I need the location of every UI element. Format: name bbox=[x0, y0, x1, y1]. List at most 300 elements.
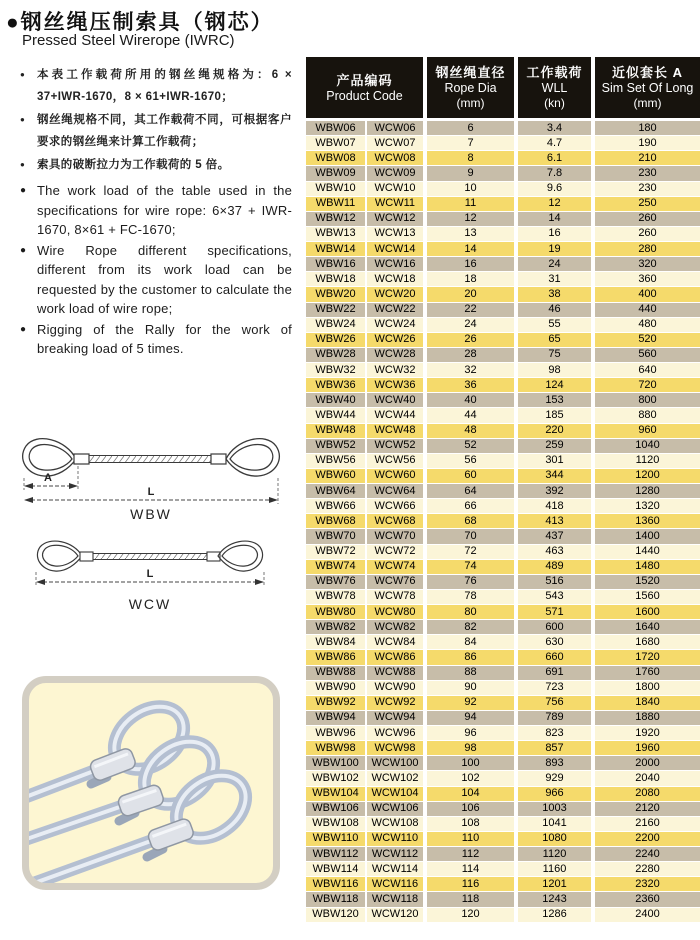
cell-rope-dia: 94 bbox=[423, 711, 514, 726]
cell-wll: 691 bbox=[514, 666, 591, 681]
cell-wbw-code: WBW110 bbox=[306, 832, 365, 847]
table-row bbox=[306, 182, 700, 197]
cell-wcw-code: WCW24 bbox=[365, 318, 423, 333]
cell-rope-dia: 7 bbox=[423, 136, 514, 151]
header-wll-cn: 工作载荷 bbox=[526, 65, 583, 80]
cell-wcw-code: WCW98 bbox=[365, 741, 423, 756]
cell-wll: 185 bbox=[514, 408, 591, 423]
cell-wll: 418 bbox=[514, 499, 591, 514]
cell-wll: 1120 bbox=[514, 847, 591, 862]
cell-wbw-code: WBW96 bbox=[306, 726, 365, 741]
left-ferrule bbox=[74, 454, 89, 464]
rope-body bbox=[89, 456, 211, 463]
cell-length: 260 bbox=[591, 212, 700, 227]
cell-wll: 7.8 bbox=[514, 166, 591, 181]
table-row bbox=[306, 257, 700, 272]
cell-wbw-code: WBW90 bbox=[306, 681, 365, 696]
wbw-diagram-label: WBW bbox=[130, 506, 172, 522]
cell-wcw-code: WCW56 bbox=[365, 454, 423, 469]
note-text: 索具的破断拉力为工作载荷的 5 倍。 bbox=[37, 159, 230, 171]
cell-length: 520 bbox=[591, 333, 700, 348]
cell-rope-dia: 40 bbox=[423, 393, 514, 408]
note-text: 本表工作载荷所用的钢丝绳规格为：6 × 37+IWR-1670，8 × 61+IWR-1670； bbox=[37, 69, 292, 103]
cell-wbw-code: WBW92 bbox=[306, 696, 365, 711]
table-row bbox=[306, 847, 700, 862]
header-product-code-en: Product Code bbox=[326, 88, 403, 103]
cell-wll: 630 bbox=[514, 635, 591, 650]
cell-length: 1760 bbox=[591, 666, 700, 681]
cell-wcw-code: WCW10 bbox=[365, 182, 423, 197]
cell-wbw-code: WBW09 bbox=[306, 166, 365, 181]
table-row bbox=[306, 151, 700, 166]
cell-wbw-code: WBW82 bbox=[306, 620, 365, 635]
cell-wcw-code: WCW106 bbox=[365, 802, 423, 817]
spec-table bbox=[306, 57, 700, 923]
table-body bbox=[306, 121, 700, 923]
cell-length: 1200 bbox=[591, 469, 700, 484]
table-row bbox=[306, 227, 700, 242]
cell-wcw-code: WCW32 bbox=[365, 363, 423, 378]
table-row bbox=[306, 303, 700, 318]
cell-rope-dia: 48 bbox=[423, 424, 514, 439]
dim-l-label: L bbox=[146, 568, 154, 580]
cell-wbw-code: WBW10 bbox=[306, 182, 365, 197]
table-row bbox=[306, 318, 700, 333]
cell-wbw-code: WBW106 bbox=[306, 802, 365, 817]
table-row bbox=[306, 726, 700, 741]
cell-rope-dia: 110 bbox=[423, 832, 514, 847]
note-item-cn bbox=[20, 154, 292, 176]
cell-wcw-code: WCW66 bbox=[365, 499, 423, 514]
cell-rope-dia: 108 bbox=[423, 817, 514, 832]
cell-rope-dia: 8 bbox=[423, 151, 514, 166]
cell-length: 2320 bbox=[591, 877, 700, 892]
cell-length: 2280 bbox=[591, 862, 700, 877]
table-row bbox=[306, 696, 700, 711]
header-product-code-cn: 产品编码 bbox=[336, 72, 393, 88]
table-row bbox=[306, 439, 700, 454]
header-wll bbox=[514, 57, 591, 121]
table-row bbox=[306, 560, 700, 575]
cell-wbw-code: WBW88 bbox=[306, 666, 365, 681]
table-row bbox=[306, 771, 700, 786]
cell-length: 280 bbox=[591, 242, 700, 257]
cell-wcw-code: WCW118 bbox=[365, 892, 423, 907]
right-eye-loop bbox=[226, 439, 279, 476]
cell-wbw-code: WBW118 bbox=[306, 892, 365, 907]
wcw-diagram-label: WCW bbox=[128, 596, 172, 612]
cell-rope-dia: 44 bbox=[423, 408, 514, 423]
cell-wbw-code: WBW20 bbox=[306, 287, 365, 302]
cell-wbw-code: WBW120 bbox=[306, 908, 365, 923]
cell-wll: 75 bbox=[514, 348, 591, 363]
note-item-cn bbox=[20, 64, 292, 108]
note-item-cn bbox=[20, 109, 292, 153]
table-row bbox=[306, 635, 700, 650]
cell-rope-dia: 13 bbox=[423, 227, 514, 242]
cell-rope-dia: 6 bbox=[423, 121, 514, 136]
wire-rope-slings-image bbox=[29, 683, 273, 883]
table-row bbox=[306, 575, 700, 590]
table-header bbox=[306, 57, 700, 121]
cell-rope-dia: 120 bbox=[423, 908, 514, 923]
cell-length: 1400 bbox=[591, 529, 700, 544]
cell-wbw-code: WBW94 bbox=[306, 711, 365, 726]
cell-wbw-code: WBW52 bbox=[306, 439, 365, 454]
cell-wll: 9.6 bbox=[514, 182, 591, 197]
cell-wll: 124 bbox=[514, 378, 591, 393]
table-row bbox=[306, 166, 700, 181]
cell-wcw-code: WCW07 bbox=[365, 136, 423, 151]
cell-wbw-code: WBW86 bbox=[306, 650, 365, 665]
cell-wll: 46 bbox=[514, 303, 591, 318]
cell-wll: 966 bbox=[514, 787, 591, 802]
cell-rope-dia: 84 bbox=[423, 635, 514, 650]
table-row bbox=[306, 514, 700, 529]
cell-wll: 24 bbox=[514, 257, 591, 272]
cell-wll: 344 bbox=[514, 469, 591, 484]
cell-length: 480 bbox=[591, 318, 700, 333]
cell-wcw-code: WCW52 bbox=[365, 439, 423, 454]
cell-wll: 823 bbox=[514, 726, 591, 741]
cell-rope-dia: 116 bbox=[423, 877, 514, 892]
table-row bbox=[306, 469, 700, 484]
cell-wbw-code: WBW80 bbox=[306, 605, 365, 620]
cell-wll: 14 bbox=[514, 212, 591, 227]
cell-rope-dia: 96 bbox=[423, 726, 514, 741]
cell-rope-dia: 24 bbox=[423, 318, 514, 333]
table-row bbox=[306, 529, 700, 544]
cell-wcw-code: WCW06 bbox=[365, 121, 423, 136]
cell-rope-dia: 10 bbox=[423, 182, 514, 197]
note-text: Rigging of the Rally for the work of breaking load of 5 times. bbox=[37, 321, 292, 356]
cell-wll: 301 bbox=[514, 454, 591, 469]
cell-wll: 38 bbox=[514, 287, 591, 302]
cell-wcw-code: WCW80 bbox=[365, 605, 423, 620]
cell-wcw-code: WCW104 bbox=[365, 787, 423, 802]
left-ferrule bbox=[80, 552, 93, 561]
table-row bbox=[306, 287, 700, 302]
cell-rope-dia: 86 bbox=[423, 650, 514, 665]
cell-wcw-code: WCW100 bbox=[365, 756, 423, 771]
cell-wll: 4.7 bbox=[514, 136, 591, 151]
cell-wbw-code: WBW13 bbox=[306, 227, 365, 242]
cell-length: 800 bbox=[591, 393, 700, 408]
cell-rope-dia: 32 bbox=[423, 363, 514, 378]
table-row bbox=[306, 378, 700, 393]
cell-wbw-code: WBW28 bbox=[306, 348, 365, 363]
cell-length: 1840 bbox=[591, 696, 700, 711]
cell-length: 250 bbox=[591, 197, 700, 212]
header-length-unit: (mm) bbox=[633, 96, 662, 110]
cell-wbw-code: WBW108 bbox=[306, 817, 365, 832]
cell-length: 1520 bbox=[591, 575, 700, 590]
cell-wbw-code: WBW116 bbox=[306, 877, 365, 892]
cell-length: 1920 bbox=[591, 726, 700, 741]
cell-wcw-code: WCW120 bbox=[365, 908, 423, 923]
cell-wcw-code: WCW44 bbox=[365, 408, 423, 423]
cell-length: 2000 bbox=[591, 756, 700, 771]
cell-length: 360 bbox=[591, 272, 700, 287]
cell-length: 2200 bbox=[591, 832, 700, 847]
cell-rope-dia: 92 bbox=[423, 696, 514, 711]
table-row bbox=[306, 424, 700, 439]
header-product-code bbox=[306, 57, 423, 121]
cell-rope-dia: 90 bbox=[423, 681, 514, 696]
cell-length: 2040 bbox=[591, 771, 700, 786]
cell-wcw-code: WCW84 bbox=[365, 635, 423, 650]
cell-length: 1640 bbox=[591, 620, 700, 635]
cell-wcw-code: WCW12 bbox=[365, 212, 423, 227]
cell-rope-dia: 78 bbox=[423, 590, 514, 605]
cell-wll: 600 bbox=[514, 620, 591, 635]
cell-rope-dia: 16 bbox=[423, 257, 514, 272]
cell-wll: 660 bbox=[514, 650, 591, 665]
cell-wll: 153 bbox=[514, 393, 591, 408]
cell-wll: 1201 bbox=[514, 877, 591, 892]
cell-rope-dia: 11 bbox=[423, 197, 514, 212]
cell-wbw-code: WBW18 bbox=[306, 272, 365, 287]
cell-wbw-code: WBW78 bbox=[306, 590, 365, 605]
cell-wcw-code: WCW78 bbox=[365, 590, 423, 605]
cell-rope-dia: 114 bbox=[423, 862, 514, 877]
cell-wbw-code: WBW68 bbox=[306, 514, 365, 529]
cell-length: 2160 bbox=[591, 817, 700, 832]
table-row bbox=[306, 620, 700, 635]
header-rope-dia bbox=[423, 57, 514, 121]
cell-rope-dia: 36 bbox=[423, 378, 514, 393]
cell-wll: 31 bbox=[514, 272, 591, 287]
cell-wbw-code: WBW32 bbox=[306, 363, 365, 378]
table-row bbox=[306, 802, 700, 817]
cell-wll: 789 bbox=[514, 711, 591, 726]
table-row bbox=[306, 242, 700, 257]
cell-wll: 1041 bbox=[514, 817, 591, 832]
cell-length: 2080 bbox=[591, 787, 700, 802]
cell-wbw-code: WBW26 bbox=[306, 333, 365, 348]
cell-wcw-code: WCW11 bbox=[365, 197, 423, 212]
table-row bbox=[306, 862, 700, 877]
header-wll-unit: (kn) bbox=[544, 96, 565, 110]
header-length-cn: 近似套长 A bbox=[611, 65, 683, 80]
dim-a-label: A bbox=[44, 472, 52, 484]
table-row bbox=[306, 756, 700, 771]
cell-length: 320 bbox=[591, 257, 700, 272]
table-row bbox=[306, 590, 700, 605]
cell-length: 1800 bbox=[591, 681, 700, 696]
table-row bbox=[306, 741, 700, 756]
cell-wbw-code: WBW12 bbox=[306, 212, 365, 227]
rope-body bbox=[93, 554, 207, 560]
table-row bbox=[306, 817, 700, 832]
cell-wll: 65 bbox=[514, 333, 591, 348]
cell-wll: 6.1 bbox=[514, 151, 591, 166]
table-row bbox=[306, 348, 700, 363]
cell-rope-dia: 22 bbox=[423, 303, 514, 318]
cell-wcw-code: WCW20 bbox=[365, 287, 423, 302]
cell-rope-dia: 68 bbox=[423, 514, 514, 529]
cell-wcw-code: WCW08 bbox=[365, 151, 423, 166]
cell-wbw-code: WBW24 bbox=[306, 318, 365, 333]
cell-rope-dia: 26 bbox=[423, 333, 514, 348]
cell-wll: 437 bbox=[514, 529, 591, 544]
cell-wll: 893 bbox=[514, 756, 591, 771]
cell-length: 1360 bbox=[591, 514, 700, 529]
table-row bbox=[306, 499, 700, 514]
cell-wcw-code: WCW70 bbox=[365, 529, 423, 544]
cell-wbw-code: WBW72 bbox=[306, 545, 365, 560]
page-title: ●钢丝绳压制索具（钢芯） bbox=[6, 11, 274, 34]
cell-length: 880 bbox=[591, 408, 700, 423]
cell-rope-dia: 60 bbox=[423, 469, 514, 484]
cell-wcw-code: WCW82 bbox=[365, 620, 423, 635]
wbw-sling-diagram bbox=[16, 424, 286, 508]
cell-wcw-code: WCW48 bbox=[365, 424, 423, 439]
cell-wbw-code: WBW36 bbox=[306, 378, 365, 393]
cell-wbw-code: WBW98 bbox=[306, 741, 365, 756]
cell-rope-dia: 72 bbox=[423, 545, 514, 560]
table-row bbox=[306, 832, 700, 847]
table-row bbox=[306, 877, 700, 892]
cell-rope-dia: 20 bbox=[423, 287, 514, 302]
cell-wll: 55 bbox=[514, 318, 591, 333]
table-row bbox=[306, 454, 700, 469]
cell-wcw-code: WCW96 bbox=[365, 726, 423, 741]
cell-wll: 463 bbox=[514, 545, 591, 560]
cell-wbw-code: WBW48 bbox=[306, 424, 365, 439]
cell-wbw-code: WBW22 bbox=[306, 303, 365, 318]
table-row bbox=[306, 681, 700, 696]
table-row bbox=[306, 121, 700, 136]
table-row bbox=[306, 787, 700, 802]
cell-wbw-code: WBW11 bbox=[306, 197, 365, 212]
cell-wll: 220 bbox=[514, 424, 591, 439]
cell-wcw-code: WCW18 bbox=[365, 272, 423, 287]
cell-wbw-code: WBW76 bbox=[306, 575, 365, 590]
wbw-diagram-drawing bbox=[16, 424, 286, 508]
cell-length: 2400 bbox=[591, 908, 700, 923]
cell-wcw-code: WCW114 bbox=[365, 862, 423, 877]
note-text: 钢丝绳规格不同，其工作载荷不同，可根据客户要求的钢丝绳来计算工作载荷； bbox=[37, 114, 292, 148]
cell-wll: 19 bbox=[514, 242, 591, 257]
right-eye-loop bbox=[218, 541, 263, 571]
note-item-en bbox=[20, 241, 292, 319]
cell-rope-dia: 9 bbox=[423, 166, 514, 181]
cell-wll: 543 bbox=[514, 590, 591, 605]
cell-wbw-code: WBW08 bbox=[306, 151, 365, 166]
cell-wll: 1160 bbox=[514, 862, 591, 877]
cell-wbw-code: WBW66 bbox=[306, 499, 365, 514]
cell-wll: 12 bbox=[514, 197, 591, 212]
cell-rope-dia: 70 bbox=[423, 529, 514, 544]
cell-length: 1600 bbox=[591, 605, 700, 620]
cell-wcw-code: WCW72 bbox=[365, 545, 423, 560]
cell-wcw-code: WCW16 bbox=[365, 257, 423, 272]
cell-rope-dia: 88 bbox=[423, 666, 514, 681]
cell-rope-dia: 118 bbox=[423, 892, 514, 907]
cell-length: 230 bbox=[591, 182, 700, 197]
cell-wbw-code: WBW84 bbox=[306, 635, 365, 650]
cell-length: 1120 bbox=[591, 454, 700, 469]
cell-wll: 756 bbox=[514, 696, 591, 711]
cell-length: 1480 bbox=[591, 560, 700, 575]
cell-wll: 98 bbox=[514, 363, 591, 378]
cell-wbw-code: WBW70 bbox=[306, 529, 365, 544]
table-row bbox=[306, 136, 700, 151]
cell-length: 2240 bbox=[591, 847, 700, 862]
cell-rope-dia: 66 bbox=[423, 499, 514, 514]
cell-wbw-code: WBW64 bbox=[306, 484, 365, 499]
cell-rope-dia: 14 bbox=[423, 242, 514, 257]
wcw-sling-diagram bbox=[30, 534, 270, 590]
table-row bbox=[306, 333, 700, 348]
cell-length: 2120 bbox=[591, 802, 700, 817]
cell-wcw-code: WCW74 bbox=[365, 560, 423, 575]
cell-rope-dia: 106 bbox=[423, 802, 514, 817]
cell-length: 180 bbox=[591, 121, 700, 136]
table-row bbox=[306, 363, 700, 378]
cell-length: 260 bbox=[591, 227, 700, 242]
cell-wll: 259 bbox=[514, 439, 591, 454]
product-photo bbox=[22, 676, 280, 890]
table-row bbox=[306, 666, 700, 681]
header-rope-dia-cn: 钢丝绳直径 bbox=[435, 65, 506, 80]
page-subtitle: Pressed Steel Wirerope (IWRC) bbox=[22, 32, 235, 49]
cell-wbw-code: WBW104 bbox=[306, 787, 365, 802]
cell-wbw-code: WBW16 bbox=[306, 257, 365, 272]
cell-wcw-code: WCW90 bbox=[365, 681, 423, 696]
cell-wbw-code: WBW60 bbox=[306, 469, 365, 484]
cell-wcw-code: WCW13 bbox=[365, 227, 423, 242]
cell-length: 190 bbox=[591, 136, 700, 151]
cell-wll: 1003 bbox=[514, 802, 591, 817]
cell-wbw-code: WBW40 bbox=[306, 393, 365, 408]
table-row bbox=[306, 892, 700, 907]
table-row bbox=[306, 484, 700, 499]
header-length bbox=[591, 57, 700, 121]
cell-rope-dia: 102 bbox=[423, 771, 514, 786]
cell-length: 560 bbox=[591, 348, 700, 363]
dim-l-label: L bbox=[147, 486, 155, 498]
cell-wcw-code: WCW88 bbox=[365, 666, 423, 681]
right-ferrule bbox=[211, 454, 226, 464]
note-item-en bbox=[20, 320, 292, 359]
table-row bbox=[306, 711, 700, 726]
cell-wbw-code: WBW74 bbox=[306, 560, 365, 575]
cell-rope-dia: 80 bbox=[423, 605, 514, 620]
cell-rope-dia: 12 bbox=[423, 212, 514, 227]
cell-wll: 1286 bbox=[514, 908, 591, 923]
left-eye-loop bbox=[23, 439, 76, 476]
cell-length: 1880 bbox=[591, 711, 700, 726]
header-rope-dia-unit: (mm) bbox=[456, 96, 485, 110]
cell-length: 960 bbox=[591, 424, 700, 439]
cell-wll: 857 bbox=[514, 741, 591, 756]
cell-rope-dia: 104 bbox=[423, 787, 514, 802]
wcw-diagram-drawing bbox=[30, 534, 270, 590]
cell-wcw-code: WCW09 bbox=[365, 166, 423, 181]
cell-wll: 392 bbox=[514, 484, 591, 499]
cell-rope-dia: 28 bbox=[423, 348, 514, 363]
table-row bbox=[306, 908, 700, 923]
cell-length: 400 bbox=[591, 287, 700, 302]
cell-rope-dia: 100 bbox=[423, 756, 514, 771]
left-eye-loop bbox=[37, 541, 82, 571]
cell-wbw-code: WBW112 bbox=[306, 847, 365, 862]
cell-wbw-code: WBW100 bbox=[306, 756, 365, 771]
table-row bbox=[306, 393, 700, 408]
cell-length: 640 bbox=[591, 363, 700, 378]
